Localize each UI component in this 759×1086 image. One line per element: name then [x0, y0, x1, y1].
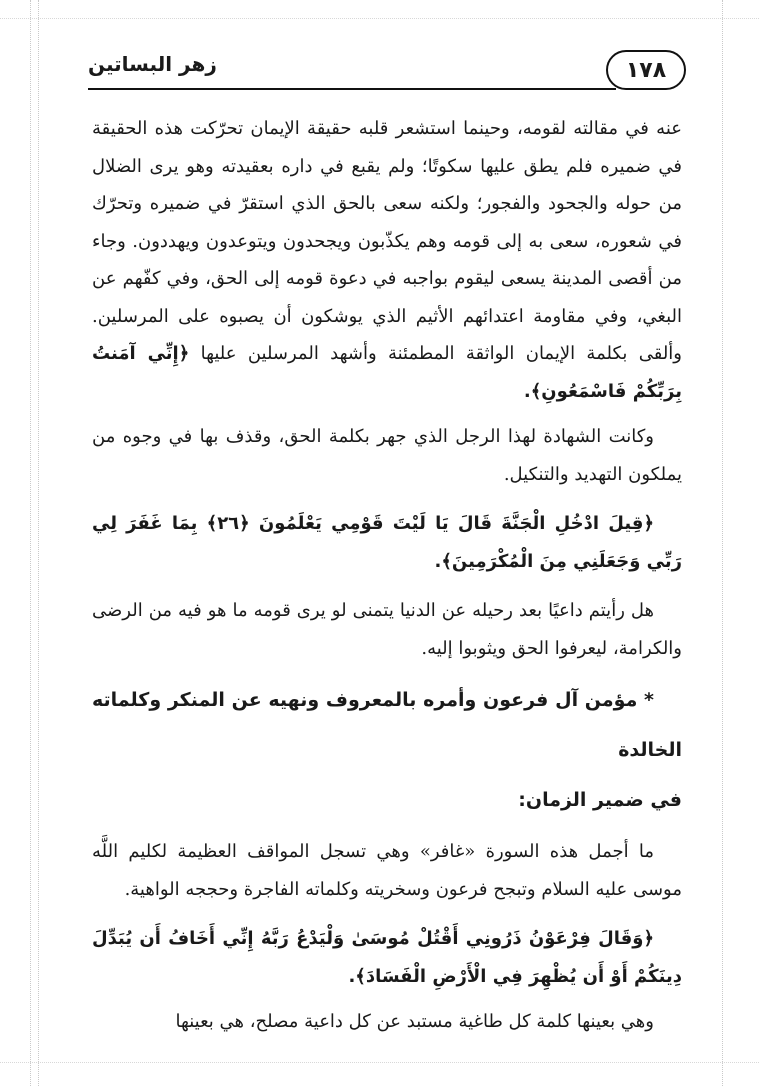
- scan-guide-line: [30, 0, 31, 1086]
- scan-guide-line: [0, 18, 759, 19]
- paragraph: وهي بعينها كلمة كل طاغية مستبد عن كل داعية مصلح، هي بعينها: [175, 1011, 654, 1032]
- paragraph: وكانت الشهادة لهذا الرجل الذي جهر بكلمة الحق، وقذف بها في وجوه من يملكون التهديد والتنكيل.: [92, 426, 682, 485]
- section-heading-continuation: في ضمير الزمان:: [518, 789, 682, 811]
- header-rule: [88, 88, 616, 90]
- scan-guide-line: [722, 0, 723, 1086]
- page-header: [88, 44, 686, 94]
- paragraph-text: عنه في مقالته لقومه، وحينما استشعر قلبه حقيقة الإيمان تحرّكت هذه الحقيقة في ضميره فلم يطق عليها سكوتًا؛ ولم يقبع في داره بعقيدته وهو يرى الضلال من حوله والجحود والفجور؛ ولكنه سعى بالحق الذي استقرّ في ضميره وتحرّك في شعوره، سعى به إلى قومه وهم يكذّبون ويجحدون ويتوعدون ويهددون. وجاء من أقصى المدينة يسعى ليقوم بواجبه في دعوة قومه إلى الحق، وفي كفّهم عن البغي، وفي مقاومة اعتدائهم الأثيم الذي يوشكون أن يصبوه على المرسلين. وألقى بكلمة الإيمان الواثقة المطمئنة وأشهد المرسلين عليها: [92, 118, 682, 364]
- paragraph: [92, 110, 682, 410]
- quran-quote: ﴿وَقَالَ فِرْعَوْنُ ذَرُونِي أَقْتُلْ مُوسَىٰ وَلْيَدْعُ رَبَّهُ إِنِّي أَخَافُ أَن يُبَدِّلَ دِينَكُمْ أَوْ أَن يُظْهِرَ فِي الْأَرْضِ الْفَسَادَ﴾.: [92, 928, 682, 987]
- page-body: [92, 110, 682, 1041]
- section-heading: * مؤمن آل فرعون وأمره بالمعروف ونهيه عن المنكر وكلماته الخالدة: [92, 689, 682, 761]
- page-number-text: ١٧٨: [625, 57, 667, 83]
- running-title: زهر البساتين: [88, 52, 217, 76]
- scan-guide-line: [0, 1062, 759, 1063]
- quran-quote: ﴿إِنِّي آمَنتُ بِرَبِّكُمْ فَاسْمَعُونِ﴾.: [92, 343, 682, 402]
- paragraph: هل رأيتم داعيًا بعد رحيله عن الدنيا يتمنى لو يرى قومه ما هو فيه من الرضى والكرامة، ليعرفوا الحق ويثوبوا إليه.: [92, 600, 682, 659]
- paragraph: ما أجمل هذه السورة «غافر» وهي تسجل المواقف العظيمة لكليم اللَّه موسى عليه السلام وتبجح فرعون وسخريته وكلماته الفاجرة وحججه الواهية.: [92, 841, 682, 900]
- page-number: [606, 50, 686, 90]
- scan-guide-line: [38, 0, 39, 1086]
- quran-quote: ﴿قِيلَ ادْخُلِ الْجَنَّةَ قَالَ يَا لَيْتَ قَوْمِي يَعْلَمُونَ ﴿٢٦﴾ بِمَا غَفَرَ لِي رَبِّي وَجَعَلَنِي مِنَ الْمُكْرَمِينَ﴾.: [92, 513, 682, 572]
